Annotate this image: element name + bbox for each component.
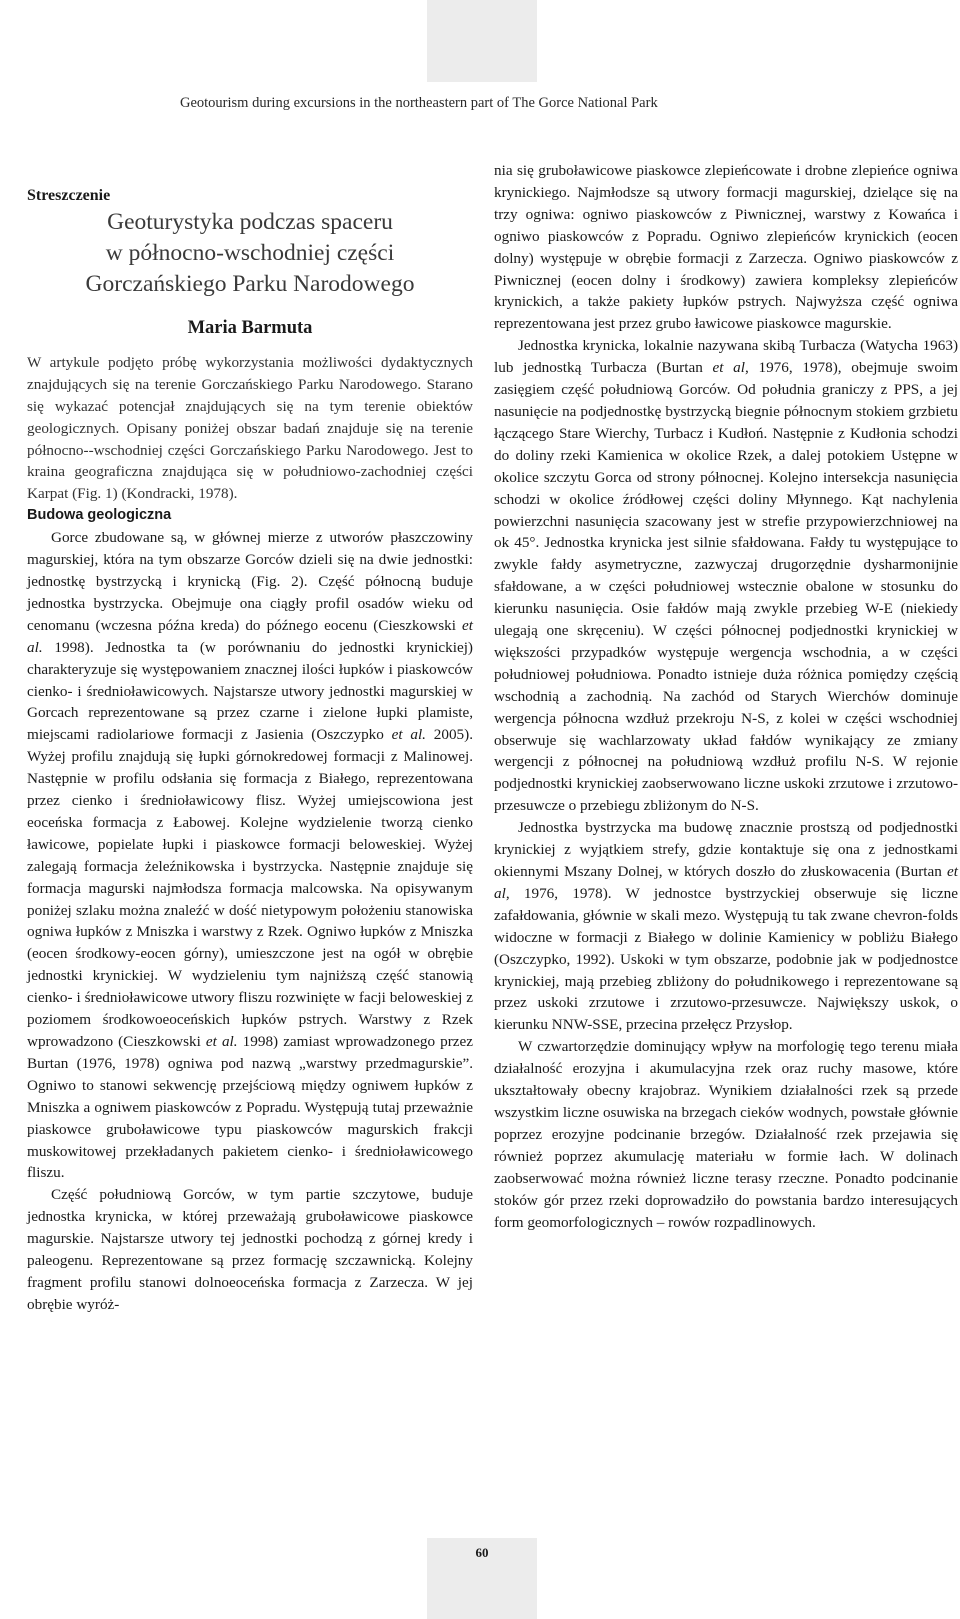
author-name: Maria Barmuta xyxy=(187,317,313,338)
article-title xyxy=(27,207,473,300)
text-run: Jednostka bystrzycka ma budowę znacznie prostszą od podjednostki krynickiej z wyjątkiem strefy, gdzie kontaktuje się ona z jednostkami okiennymi Mszany Dolnej, w których doszło do złuskowacenia (Burtan xyxy=(494,819,958,880)
etal-citation: et al xyxy=(494,863,958,902)
title-line-2: w północno-wschodniej części xyxy=(105,239,395,266)
paragraph-quaternary: W czwartorzędzie dominujący wpływ na morfologię tego terenu miała działalność erozyjna i akumulacyjna rzek oraz ruchy masowe, które ukształtowały obecny krajobraz. Wynikiem działalności rzek są przede wszystkim liczne osuwiska na brzegach cieków wodnych, powstałe głównie poprzez erozyjne podcinanie brzegów. Działalność rzek przejawia się również poprzez akumulację materiału w formie łach. W dolinach zaobserwować można również liczne terasy rzeczne. Ponadto podcinanie stoków gór przez rzeki doprowadziło do powstania bardzo interesujących form geomorfologicznych – rowów rozpadlinowych. xyxy=(494,1038,958,1231)
paragraph-bystrzyca xyxy=(494,817,958,1036)
left-column xyxy=(27,185,473,1316)
etal-citation: et al. xyxy=(27,616,473,656)
paragraph-geology-1 xyxy=(27,527,473,1184)
etal-citation: et al. xyxy=(205,1033,238,1050)
page-number: 60 xyxy=(475,1545,489,1560)
text-run: 1998) zamiast wprowadzonego przez Burtan (1976, 1978) ogniwa pod nazwą „warstwy przedmagurskie”. Ogniwo to stanowi sekwencję przejściową między ogniwem łupków z Mniszka a ogniwem piaskowców z Popradu. Występują tutaj przeważnie piaskowce gruboławicowe typu piaskowców magurskich frakcji muskowitowej przekładanych pakietem cienko- i średnioławicowego fliszu. xyxy=(27,1033,474,1182)
section-heading: Budowa geologiczna xyxy=(27,507,172,524)
right-column xyxy=(494,160,958,1233)
title-line-1: Geoturystyka podczas spaceru xyxy=(107,208,393,235)
text-run: Jednostka krynicka, lokalnie nazywana skibą Turbacza (Watycha 1963) lub jednostką Turbacza (Burtan xyxy=(494,337,958,377)
paragraph-krynica xyxy=(494,335,958,817)
text-run: 1998). Jednostka ta (w porównaniu do jednostki krynickiej) charakteryzuje się występowaniem znacznej ilości łupków i piaskowców cienko- i średnioławicowych. Najstarsze utwory jednostki magurskiej w Gorcach reprezentowane są przez czarne i zielone łupki plamiste, miejscami radiolariowe formacji z Jasienia (Oszczypko xyxy=(27,638,473,744)
text-run: Gorce zbudowane są, w głównej mierze z utworów płaszczowiny magurskiej, która na tym obszarze Gorców dzieli się na dwie jednostki: jednostkę bystrzycką i krynicką (Fig. 2). Część północną buduje jednostka bystrzycka. Obejmuje ona ciągły profil osadów wieku od cenomanu (wczesna późna kreda) do późnego eocenu (Cieszkowski xyxy=(27,529,473,634)
running-head: Geotourism during excursions in the northeastern part of The Gorce National Park xyxy=(180,95,658,111)
title-line-3: Gorczańskiego Parku Narodowego xyxy=(85,270,415,297)
paragraph-geology-2: Część południową Gorców, w tym partie szczytowe, buduje jednostka krynicka, w której przeważają gruboławicowe piaskowce magurskie. Najstarsze utwory tej jednostki pochodzą z górnej kredy i paleogenu. Reprezentowane są przez formację szczawnicką. Kolejny fragment profilu stanowi dolnoeoceńska formacja z Zarzecza. W jej obrębie wyróż- xyxy=(27,1186,473,1313)
text-run: , 1976, 1978). W jednostce bystrzyckiej obserwuje się liczne zafałdowania, głównie w skali mezo. Występują tu tak zwane chevron-folds widoczne w formacji z Białego w dolinie Kamienicy w pobliżu Białego (Oszczypko, 1992). Uskoki w tym obszarze, podobnie jak w podjednostce krynickiej, mają przebieg zbliżony do południkowego i reprezentowane są przez uskoki zrzutowe i zrzutowo-przesuwcze. Największy uskok, o kierunku NNW-SSE, przecina przełęcz Przysłop. xyxy=(494,884,958,1034)
text-run: 2005). Wyżej profilu znajdują się łupki górnokredowej formacji z Malinowej. Następnie w profilu odsłania się formacja z Białego, reprezentowana przez cienko i średnioławicowy flisz. Wyżej umiejscowiona jest eoceńska formacja z Łabowej. Kolejne wydzielenie tworzą cienko ławicowe, popielate łupki i piaskowce formacji beloweskiej. Wyżej zalegają formacja żeleźnikowska i bystrzycka. Następnie znajduje się formacja magurski najmłodsza formacja malcowska. Na opisywanym poniżej szlaku można znaleźć w dość nietypowym położeniu stanowiska ogniwa łupków z Mniszka i warstwy z Rzek. Ogniwo łupków z Mniszka (eocen środkowy-eocen górny), umieszczone jest na ogół w obrębie jednostki krynickiej. W wydzieleniu tym najniższą część stanowią cienko- i średnioławicowe utwory fliszu rozwinięte w facji beloweskiej z poziomem środkowoeoceńskich łupków pstrych. Warstwy z Rzek wprowadzono (Cieszkowski xyxy=(27,726,473,1050)
text-run: , 1976, 1978), obejmuje swoim zasięgiem część południową Gorców. Od południa graniczy z PPS, a jej nasunięcie na podjednostkę bystrzycką biegnie północnym stokiem grzbietu łączącego Stare Wierchy, Turbacz i Kudłoń. Następnie z Kudłonia schodzi do doliny rzeki Kamienica w okolice Rzek, a dalej potokiem Ustępne w okolice szczytu Gorca od strony północnej. Kolejno intersekcja nasunięcia schodzi w okolice źródłowej części doliny Młynnego. Kąt nachylenia powierzchni nasunięcia szacowany jest w strefie przypowierzchniowej na ok 45°. Jednostka krynicka jest silnie sfałdowana. Fałdy tu występujące to zwykle fałdy asymetryczne, zazwyczaj drugorzędnie dysharmonijnie sfałdowane, a w części południowej wstecznie obalone w stosunku do kierunku nasunięcia. Osie fałdów mają zwykle przebieg W-E (niekiedy ulegają one skręceniu). W części północnej podjednostki krynickiej w większości przypadków występuje wergencja wschodnia, a w części południowej południowa. Ponadto istnieje duża różnica pomiędzy częścią wschodnią a zachodnią. Na zachód od Starych Wierchów dominuje wergencja północna wzdłuż przekroju N-S, z kolei w części wschodniej obserwuje się wachlarzowaty układ fałdów wynikający ze zmiany wergencji z północnej na południową wzdłuż profilu N-S. W rejonie podjednostki krynickiej zaobserwowano liczne uskoki zrzutowe i zrzutowo-przesuwcze o przebiegu zbliżonym do N-S. xyxy=(494,359,959,815)
top-margin-tab xyxy=(427,0,537,82)
paragraph-continued: nia się gruboławicowe piaskowce zlepieńcowate i drobne zlepieńce ogniwa krynickiego. Najmłodsze są utwory formacji magurskiej, dzielące się na trzy ogniwa: ogniwo piaskowców z Piwnicznej, warstwy z Kowańca i ogniwo piaskowców z Popradu. Ogniwo zlepieńców krynickich (eocen dolny) występuje w obrębie formacji z Zarzecza. Ogniwo piaskowców z Piwnicznej (eocen dolny i środkowy) zawiera kompleksy zlepieńców krynickich, a także pakiety łupków pstrych. Najwyższa część ogniwa reprezentowana jest przez grubo ławicowe piaskowce magurskie. xyxy=(494,162,958,333)
abstract-label: Streszczenie xyxy=(27,187,111,204)
etal-citation: et al. xyxy=(391,726,426,744)
etal-citation: et al xyxy=(712,359,745,377)
abstract-text: W artykule podjęto próbę wykorzystania możliwości dydaktycznych znajdujących się na terenie Gorczańskiego Parku Narodowego. Starano się wykazać potencjał znajdujących się na tym terenie obiektów geologicznych. Opisany poniżej obszar badań znajduje się na terenie północno--wschodniej części Gorczańskiego Parku Narodowego. Jest to kraina geograficzna znajdująca się w południowo-zachodniej części Karpat (Fig. 1) (Kondracki, 1978). xyxy=(27,353,473,503)
